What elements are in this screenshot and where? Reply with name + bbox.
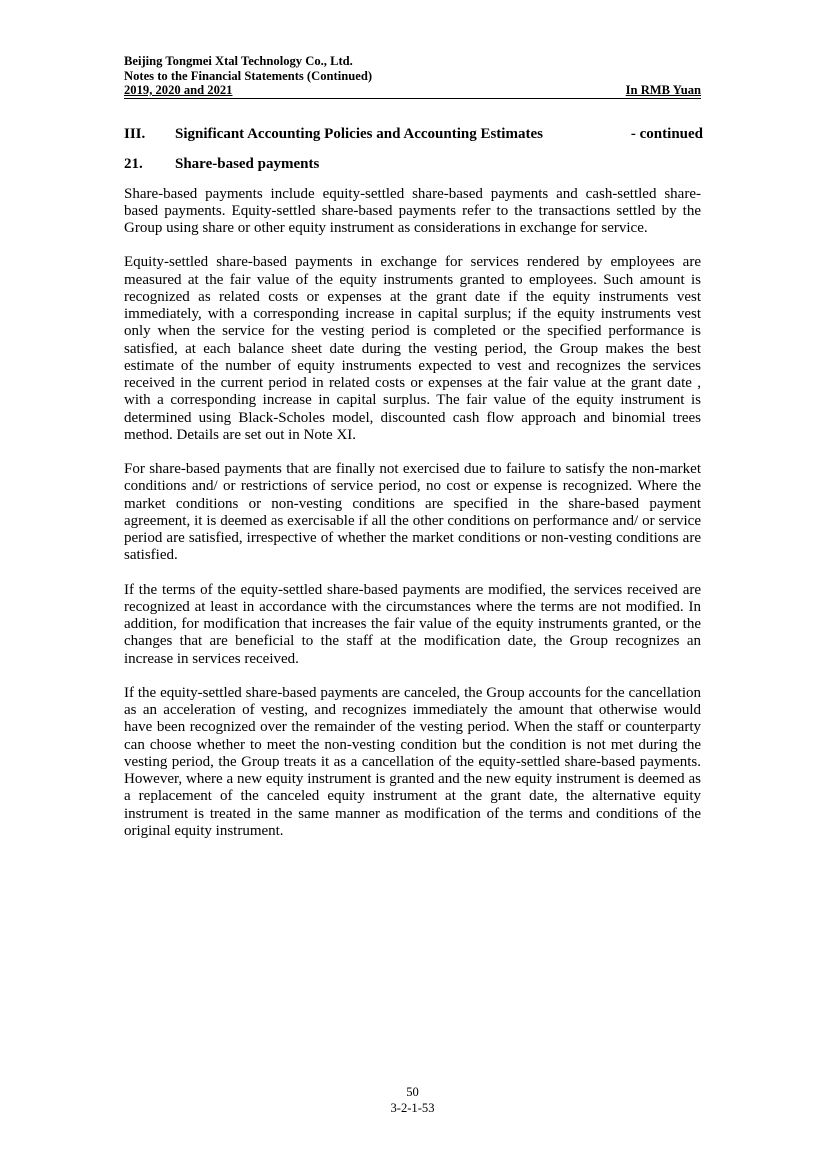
section-number: III. xyxy=(124,125,146,142)
header-rule-line xyxy=(124,83,701,99)
subsection-number: 21. xyxy=(124,155,143,172)
section-title: Significant Accounting Policies and Accounting Estimates xyxy=(175,125,543,142)
paragraph: If the equity-settled share-based payments are canceled, the Group accounts for the cancellation as an acceleration of vesting, and recognizes immediately the amount that otherwise would have been recognized over the remainder of the vesting period. When the staff or counterparty can choose whether to meet the non-vesting condition but the condition is not met during the vesting period, the Group treats it as a cancellation of the equity-settled share-based payments. However, where a new equity instrument is granted and the new equity instrument is deemed as a replacement of the canceled equity instrument at the grant date, the alternative equity instrument is treated in the same manner as modification of the terms and conditions of the original equity instrument. xyxy=(124,684,701,839)
paragraph: Equity-settled share-based payments in exchange for services rendered by employees are measured at the fair value of the equity instruments granted to employees. Such amount is recognized as related costs or expenses at the grant date if the equity instruments vest immediately, with a corresponding increase in capital surplus; if the equity instruments vest only when the service for the vesting period is completed or the specified performance is satisfied, at each balance sheet date during the vesting period, the Group makes the best estimate of the number of equity instruments expected to vest and recognizes the services received in the current period in related costs or expenses at the fair value at the grant date , with a corresponding increase in capital surplus. The fair value of the equity instrument is determined using Black-Scholes model, discounted cash flow approach and binomial trees method. Details are set out in Note XI. xyxy=(124,254,701,443)
company-name: Beijing Tongmei Xtal Technology Co., Ltd. xyxy=(124,54,353,68)
paragraph: If the terms of the equity-settled share-based payments are modified, the services received are recognized at least in accordance with the circumstances where the terms are not modified. In addition, for modification that increases the fair value of the equity instruments granted, or the changes that are beneficial to the staff at the modification date, the Group recognizes an increase in services received. xyxy=(124,581,701,667)
currency-label: In RMB Yuan xyxy=(625,83,701,97)
document-page xyxy=(124,54,701,840)
page-number: 50 xyxy=(406,1085,419,1099)
subsection-title: Share-based payments xyxy=(175,155,320,172)
paragraph: For share-based payments that are finally not exercised due to failure to satisfy the non-market conditions and/ or restrictions of service period, no cost or expense is recognized. Where the market conditions or non-vesting conditions are specified in the share-based payment agreement, it is deemed as exercisable if all the other conditions on performance and/ or service period are satisfied, irrespective of whether the market conditions or non-vesting conditions are satisfied. xyxy=(124,461,701,564)
notes-title: Notes to the Financial Statements (Continued) xyxy=(124,68,373,83)
paragraph: Share-based payments include equity-settled share-based payments and cash-settled share-based payments. Equity-settled share-based payments refer to the transactions settled by the Group using share or other equity instrument as considerations in exchange for service. xyxy=(124,185,701,236)
page-reference: 3-2-1-53 xyxy=(390,1101,435,1115)
continued-label: - continued xyxy=(630,125,703,142)
section-heading xyxy=(124,125,701,143)
report-years: 2019, 2020 and 2021 xyxy=(124,83,233,97)
subsection-heading xyxy=(124,155,701,173)
